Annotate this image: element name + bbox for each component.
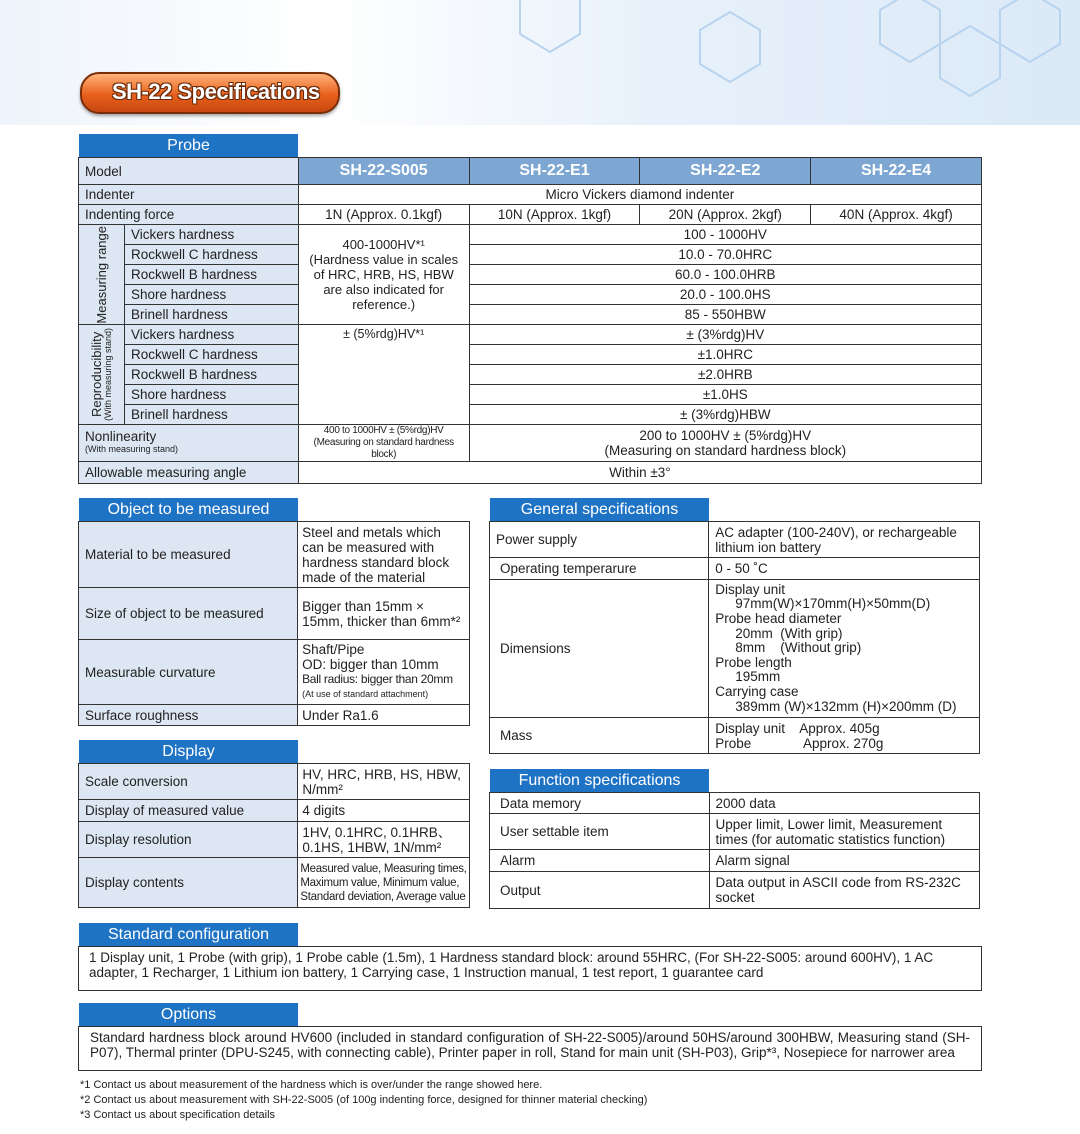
page-title-text: SH-22 Specifications — [112, 79, 320, 104]
force-s005: 1N (Approx. 0.1kgf) — [298, 205, 469, 225]
repro-value: ± (3%rdg)HBW — [469, 405, 981, 425]
repro-row-label: Vickers hardness — [124, 325, 298, 345]
mass-label: Mass — [490, 718, 709, 754]
display-value: 1HV, 0.1HRC, 0.1HRB、0.1HS, 1HBW, 1N/mm² — [298, 822, 470, 858]
function-label: Data memory — [490, 793, 710, 814]
curvature-line4: (At use of standard attachment) — [302, 689, 429, 699]
nonlin-s005-line2: (Measuring on standard hardness block) — [313, 437, 454, 460]
repro-row-label: Shore hardness — [124, 385, 298, 405]
dim-line: Carrying case — [715, 683, 799, 699]
section-tab-general: General specifications — [490, 498, 709, 521]
repro-value: ±1.0HS — [469, 385, 981, 405]
force-e1: 10N (Approx. 1kgf) — [469, 205, 640, 225]
object-label: Material to be measured — [79, 522, 298, 588]
range-row-label: Brinell hardness — [124, 305, 298, 325]
section-tab-standard: Standard configuration — [79, 923, 298, 946]
general-table — [489, 521, 980, 754]
range-value: 20.0 - 100.0HS — [469, 285, 981, 305]
nonlin-label: Nonlinearity — [85, 429, 157, 444]
nonlin-sub: (With measuring stand) — [85, 444, 179, 454]
display-value: HV, HRC, HRB, HS, HBW, N/mm² — [298, 764, 470, 800]
repro-value: ±1.0HRC — [469, 345, 981, 365]
function-label: User settable item — [490, 814, 710, 850]
range-row-label: Rockwell B hardness — [124, 265, 298, 285]
object-label: Size of object to be measured — [79, 588, 298, 640]
footnote: *2 Contact us about measurement with SH-22-S005 (of 100g indenting force, designed for thinner material checking) — [80, 1094, 648, 1106]
s005-range: 400-1000HV*¹ (Hardness value in scales of HRC, HRB, HS, HBW are also indicated for reference.) — [298, 225, 469, 325]
function-value: Data output in ASCII code from RS-232C socket — [709, 872, 979, 909]
function-value: Upper limit, Lower limit, Measurement times (for automatic statistics function) — [709, 814, 979, 850]
object-value: Steel and metals which can be measured with hardness standard block made of the material — [298, 522, 470, 588]
angle-label: Allowable measuring angle — [79, 462, 299, 484]
model-e4: SH-22-E4 — [811, 158, 982, 185]
section-tab-function: Function specifications — [490, 769, 709, 792]
display-value: 4 digits — [298, 800, 470, 822]
model-s005: SH-22-S005 — [298, 158, 469, 185]
indenter-label: Indenter — [79, 185, 299, 205]
display-label: Scale conversion — [79, 764, 298, 800]
range-row-label: Rockwell C hardness — [124, 245, 298, 265]
dim-line: 195mm — [735, 669, 781, 685]
mass-line: Probe Approx. 270g — [715, 735, 884, 751]
force-e2: 20N (Approx. 2kgf) — [640, 205, 811, 225]
range-value: 10.0 - 70.0HRC — [469, 245, 981, 265]
object-value: Under Ra1.6 — [298, 705, 470, 726]
section-tab-probe: Probe — [79, 134, 298, 157]
range-value: 85 - 550HBW — [469, 305, 981, 325]
curvature-line1: Shaft/Pipe — [302, 642, 365, 657]
display-label: Display of measured value — [79, 800, 298, 822]
mass-line: Display unit Approx. 405g — [715, 720, 880, 736]
dim-line: 20mm (With grip) — [735, 625, 843, 641]
repro-sub: (With measuring stand) — [102, 327, 113, 422]
force-e4: 40N (Approx. 4kgf) — [811, 205, 982, 225]
function-label: Alarm — [490, 850, 710, 872]
dim-line: 389mm (W)×132mm (H)×200mm (D) — [735, 698, 957, 714]
footnotes — [80, 1078, 647, 1123]
section-tab-options: Options — [79, 1003, 298, 1026]
dim-label: Dimensions — [490, 580, 709, 718]
display-table — [78, 763, 470, 908]
object-table — [78, 521, 470, 726]
probe-table — [78, 157, 982, 484]
power-value: AC adapter (100-240V), or rechargeable lithium ion battery — [709, 522, 980, 558]
nonlin-e-line2: (Measuring on standard hardness block) — [604, 443, 847, 458]
nonlin-s005-line1: 400 to 1000HV ± (5%rdg)HV — [323, 425, 444, 436]
angle-value: Within ±3° — [298, 462, 981, 484]
object-label: Surface roughness — [79, 705, 298, 726]
measuring-range-label: Measuring range — [93, 225, 109, 324]
display-label: Display contents — [79, 858, 298, 908]
range-value: 100 - 1000HV — [469, 225, 981, 245]
section-tab-display: Display — [79, 740, 298, 763]
display-value: Measured value, Measuring times, Maximum value, Minimum value, Standard deviation, Average value — [298, 858, 470, 908]
force-label: Indenting force — [79, 205, 299, 225]
dim-line: Probe head diameter — [715, 611, 842, 627]
footnote: *1 Contact us about measurement of the hardness which is over/under the range showed here. — [80, 1079, 543, 1091]
repro-value: ± (3%rdg)HV — [469, 325, 981, 345]
dim-line: Probe length — [715, 654, 792, 670]
standard-config-text: 1 Display unit, 1 Probe (with grip), 1 Probe cable (1.5m), 1 Hardness standard block: around 55HRC, (For SH-22-S005: around 600HV), 1 AC adapter, 1 Recharger, 1 Lithium ion battery, 1 Carrying case, 1 Instruction manual, 1 test report, 1 guarantee card — [78, 946, 982, 991]
repro-row-label: Rockwell B hardness — [124, 365, 298, 385]
function-table — [489, 792, 980, 909]
indenter-value: Micro Vickers diamond indenter — [298, 185, 981, 205]
dim-line: Display unit — [715, 581, 786, 597]
dim-line: 97mm(W)×170mm(H)×50mm(D) — [735, 596, 931, 612]
function-value: Alarm signal — [709, 850, 979, 872]
repro-row-label: Brinell hardness — [124, 405, 298, 425]
repro-row-label: Rockwell C hardness — [124, 345, 298, 365]
s005-repro: ± (5%rdg)HV*¹ — [298, 325, 469, 425]
repro-value: ±2.0HRB — [469, 365, 981, 385]
range-row-label: Shore hardness — [124, 285, 298, 305]
object-value: Bigger than 15mm × 15mm, thicker than 6mm*² — [298, 588, 470, 640]
model-e2: SH-22-E2 — [640, 158, 811, 185]
curvature-line2: OD: bigger than 10mm — [302, 657, 439, 672]
repro-label: Reproducibility — [88, 331, 104, 418]
function-label: Output — [490, 872, 710, 909]
footnote: *3 Contact us about specification details — [80, 1109, 276, 1121]
page-title — [80, 72, 340, 114]
power-label: Power supply — [490, 522, 709, 558]
model-e1: SH-22-E1 — [469, 158, 640, 185]
function-value: 2000 data — [709, 793, 979, 814]
curvature-line3: Ball radius: bigger than 20mm — [302, 672, 453, 686]
dim-line: 8mm (Without grip) — [735, 640, 862, 656]
nonlin-e-line1: 200 to 1000HV ± (5%rdg)HV — [639, 428, 812, 443]
range-value: 60.0 - 100.0HRB — [469, 265, 981, 285]
display-label: Display resolution — [79, 822, 298, 858]
range-row-label: Vickers hardness — [124, 225, 298, 245]
temp-label: Operating temperarure — [490, 558, 709, 580]
object-label: Measurable curvature — [79, 640, 298, 705]
options-text: Standard hardness block around HV600 (included in standard configuration of SH-22-S005)/around 50HS/around 300HBW, Measuring stand (SH-P07), Thermal printer (DPU-S245, with connecting cable), Printer paper in roll, Stand for main unit (SH-P03), Grip*³, Nosepiece for narrower area — [78, 1026, 982, 1071]
temp-value: 0 - 50 ˚C — [709, 558, 980, 580]
section-tab-object: Object to be measured — [79, 498, 298, 521]
model-label: Model — [79, 158, 299, 185]
